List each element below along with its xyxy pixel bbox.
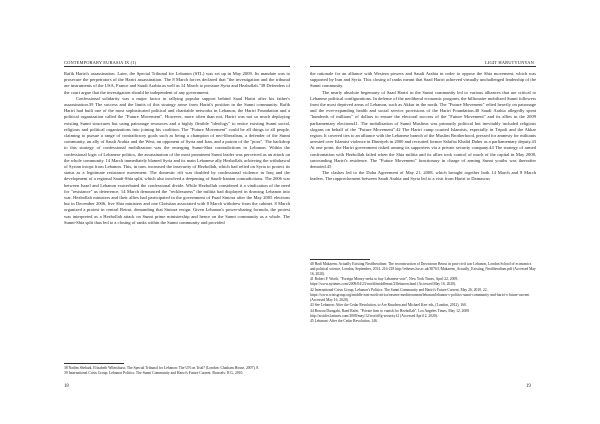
paragraph: The nearly absolute hegemony of Saad Hariri in the Sunni community led to various alliances that are critical to Lebanese political configurations. In defense of the neoliberal economic program, the billionaire mobilized Sunni followers from the most deprived areas of Lebanon, such as Akkar in the north. The "Future Movement" relied heavily on patronage and the ever-expanding health and social service provisions of the Hariri Foundation.40 Saudi Arabia allegedly spent "hundreds of millions" of dollars to ensure the electoral success of the "Future Movement" and its allies in the 2009 parliamentary elections41. The mobilization of Sunni Muslims was primarily political but inevitably included religious slogans on behalf of the "Future Movement".42 The Hariri camp courted Islamists, especially in Tripoli and the Akkar region. It covered ties to an alliance with the Lebanese branch of the Muslim Brotherhood, pressed for amnesty for militants arrested over Islamist violence in Dinniyeh in 2000 and recruited former Salafist Khalid Daher as a parliamentary deputy.43 At one point, the Hariri government risked arming its supporters via a private security company.44 The strategy of armed confrontation with Hezbollah failed when the Shia militia and its allies took control of much of the capital in May 2008, surrounding Hariri's residence. The "Future Movement" functionary in charge of arming Sunni youths was thereafter demoted.45	[310, 89, 536, 170]
body-text-right	[310, 71, 536, 183]
running-head-left: CONTEMPORARY EURASIA IX (1)	[64, 60, 137, 65]
footnote: 39 International Crisis Group. Lebanon Politics: The Sunni Community and Hariri's Future Current. Brussels: ICG, 2010.	[64, 371, 244, 376]
header-rule-right	[310, 66, 536, 67]
running-head-right: LIGIT HARUTYUNYAN	[485, 60, 534, 65]
footnote-rule-left	[64, 363, 124, 364]
header-rule-left	[64, 66, 290, 67]
footnote: 40 Hadi Makarem, Actually Existing Neoliberalism: The reconstruction of Downtown Beirut in post-civil war Lebanon, London School of economics and political science, London, September, 2014, 216-218 http://etheses.lse.ac.uk/3076/1/Makarem_Actually_Existing_Neoliberalism.pdf (Accessed May 16, 2020).	[310, 262, 536, 276]
footnote: 44 Borzou Daragahi, Raed Rafei, "Private firm to vanish for Hezbollah", Los Angeles Times, May 12, 2008 http://articles.latimes.com/2008/may/12/world/fg-security12 (Accessed April 2, 2020).	[310, 308, 469, 318]
footnotes-right	[310, 262, 536, 324]
paragraph: the rationale for an alliance with Western powers and Saudi Arabia in order to oppose the Shia movement, which was supported by Iran and Syria. This closing of ranks meant that Saad Hariri achieved virtually unchallenged leadership of the Sunni community.	[310, 71, 536, 89]
footnote: 45 Lebanon: After the Cedar Revolution, 146.	[310, 318, 378, 323]
right-page	[300, 0, 600, 424]
paragraph: Confessional solidarity was a major factor in rallying popular support behind Saad Hariri after his father's assassination.39 The success and the limits of this strategy arose from Hariri's position in the Sunni community. Rafik Hariri had built one of the most sophisticated political and charitable networks in Lebanon, the Hariri Foundation and a political organization called the "Future Movement". However, more often than not, Hariri was not so much deploying existing Sunni structures but using patronage resources and a highly flexible "ideology" to entice existing Sunni social, religious and political organizations into joining his coalition. The "Future Movement" could be all things to all people, claiming to pursue a range of contradictory goals such as being a champion of neo-liberalism, a defender of the Sunni community, an ally of Saudi Arabia and the West, an opponent of Syria and Iran, and a patron of the "poor". The backdrop to this strategy of confessional mobilization was the emerging Sunni-Shia contradictions in Lebanon. Within the confessional logic of Lebanese politics, the assassination of the most prominent Sunni leader was perceived as an attack on the whole community. 14 March immediately blamed Syria and its main Lebanese ally Hezbollah, achieving the withdrawal of Syrian troops from Lebanon. This, in turn, increased the insecurity of Hezbollah, which had relied on Syria to protect its status as a legitimate resistance movement. The domestic rift was doubled by confessional violence in Iraq and the development of a regional Saudi-Shia split, which also involved a deepening of Saudi-Iranian contradictions. The 2006 war between Israel and Lebanon exacerbated the confessional divide. While Hezbollah considered it a vindication of the need for "resistance" as deterrence, 14 March denounced the "recklessness" the militia had displayed in drawing Lebanon into war. Hezbollah ministers and their allies had participated in the government of Fuad Siniora after the May 2005 elections but in December 2006, five Shia ministers and one Christian associated with 8 March withdrew from the cabinet. 8 March organized a protest in central Beirut, demanding that Siniora resign. Given Lebanon's power-sharing formula, the protest was interpreted as a Hezbollah attack on Sunni prime ministership and hence on the Sunni community as a whole. The Sunni-Shia split thus led to a closing of ranks within the Sunni community and provided	[64, 95, 290, 225]
paragraph: Rafik Hariri's assassination. Later, the Special Tribunal for Lebanon (STL) was set up in May 2009. Its mandate was to prosecute the perpetrators of the Hariri assassination. The 8 March forces declared that "the investigation and the tribunal are instruments of the USA, France and Saudi Arabia as well as 14 March to pressure Syria and Hezbollah."38 Defenders of the court argue that the investigation should be independent of any government.	[64, 71, 290, 95]
body-text-left	[64, 71, 290, 226]
paragraph: The clashes led to the Doha Agreement of May 21, 2008, which brought together both 14 March and 8 March leaders. The rapprochement between Saudi Arabia and Syria led to a visit from Hariri to Damascus	[310, 170, 536, 182]
footnotes-left	[64, 366, 290, 377]
page-number-left: 18	[64, 384, 69, 389]
page-number-right: 19	[526, 384, 531, 389]
footnote: 38 Nadim Shehadi, Elizabeth Wilmshurst, The Special Tribunal for Lebanon: The UN on Trial? (London: Chatham House, 2007), 8.	[64, 366, 260, 370]
footnote-rule-right	[310, 259, 370, 260]
footnote: 42 International Crisis Group, Lebanon's Politics: The Sunni Community and Hariri's Future Current, May 26, 2010, 22, https://www.crisisgroup.org/middle-east-north-africa/eastern-mediterranean/lebanon/lebanon-s-politics-sunni-community-and-hariri-s-future-current (Accessed May 16, 2020).	[310, 287, 530, 302]
footnote: 41 Robert F. Worth, "Foreign Money seeks to buy Lebanese vote", New York Times, April 22, 2009, https://www.nytimes.com/2009/04/23/world/middleeast/23lebanon.html (Accessed May 16, 2020).	[310, 277, 459, 287]
footnote: 43 See Lebanon: After the Cedar Revolution, to Are Knudsen and Michael Kerr eds, (London, 2012), 160.	[310, 303, 467, 308]
